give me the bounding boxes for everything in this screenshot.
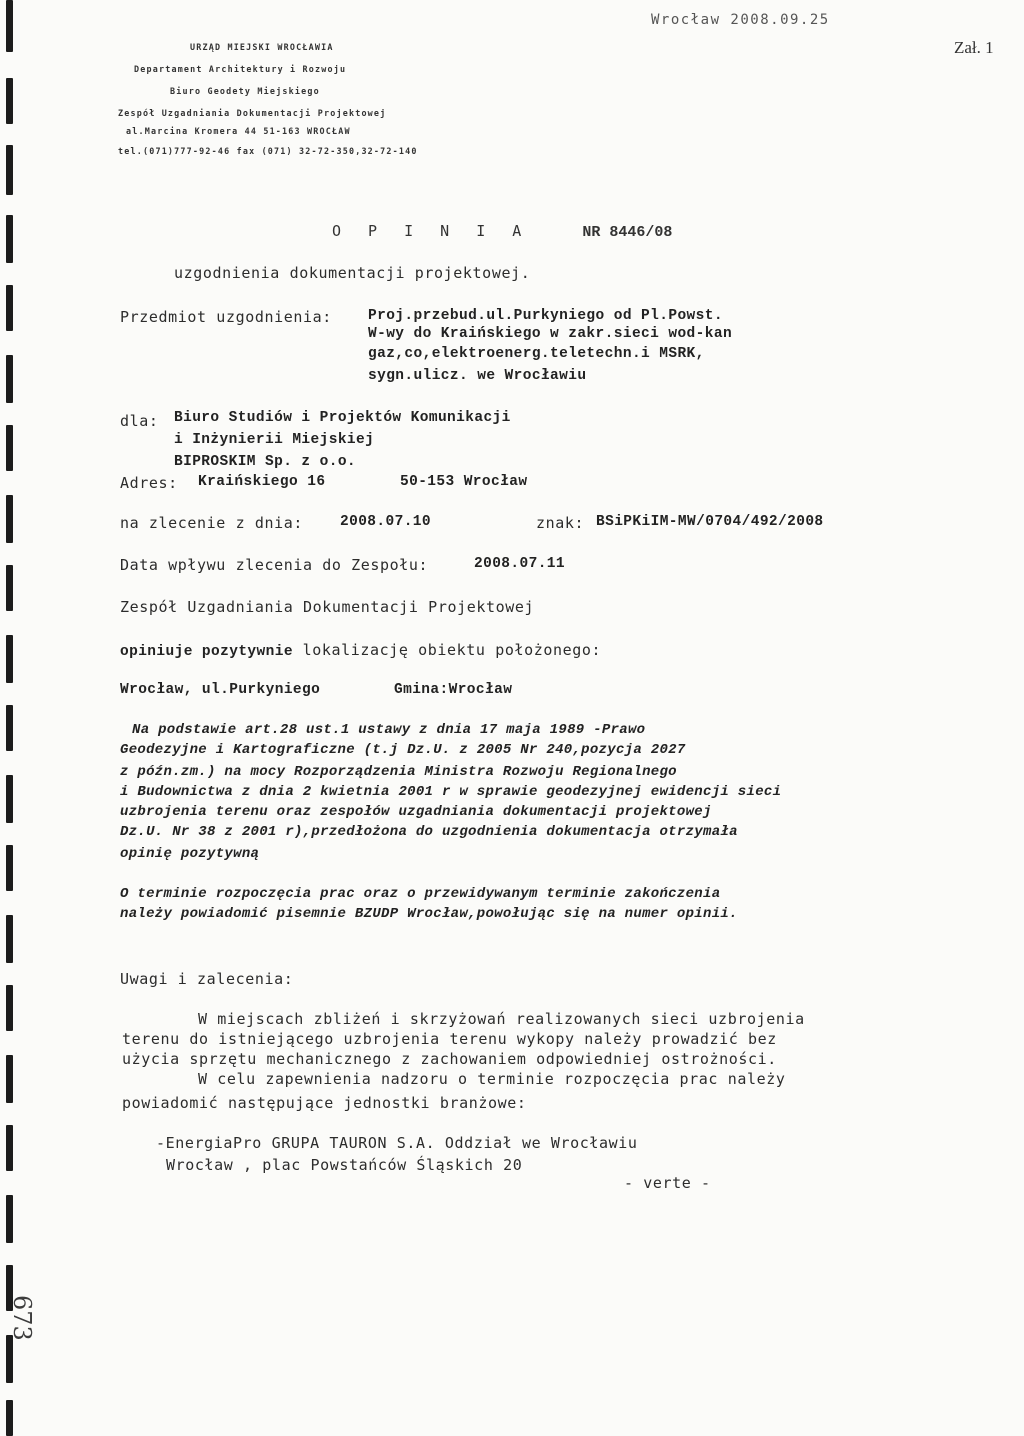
- legal-basis-line: opinię pozytywną: [120, 846, 260, 862]
- opinion-number: NR 8446/08: [582, 224, 673, 241]
- letterhead-line: al.Marcina Kromera 44 51-163 WROCŁAW: [126, 126, 351, 136]
- subject-label: Przedmiot uzgodnienia:: [120, 308, 332, 326]
- legal-basis-line: z późn.zm.) na mocy Rozporządzenia Ministra Rozwoju Regionalnego: [120, 764, 677, 780]
- binding-strip: [0, 0, 30, 1436]
- recipient-label: dla:: [120, 412, 159, 430]
- opinion-bold: opiniuje pozytywnie: [120, 644, 293, 660]
- opinion-rest: lokalizację obiektu położonego:: [302, 641, 602, 659]
- order-sign: BSiPKiIM-MW/0704/492/2008: [596, 514, 824, 530]
- opinion-subtitle: uzgodnienia dokumentacji projektowej.: [174, 264, 531, 282]
- binding-mark: [6, 985, 13, 1031]
- remarks-line: W miejscach zbliżeń i skrzyżowań realizowanych sieci uzbrojenia: [198, 1010, 805, 1028]
- binding-mark: [6, 565, 13, 611]
- binding-mark: [6, 705, 13, 751]
- binding-mark: [6, 1335, 13, 1383]
- attachment-label: Zał. 1: [954, 38, 994, 57]
- unit-line: Wrocław , plac Powstańców Śląskich 20: [166, 1156, 523, 1174]
- unit-line: -EnergiaPro GRUPA TAURON S.A. Oddział we Wrocławiu: [156, 1134, 638, 1152]
- recipient-line: Biuro Studiów i Projektów Komunikacji: [174, 410, 511, 426]
- binding-mark: [6, 78, 13, 124]
- letterhead-line: URZĄD MIEJSKI WROCŁAWIA: [190, 42, 334, 52]
- remarks-line: powiadomić następujące jednostki branżowe:: [122, 1094, 527, 1112]
- legal-basis-line: Dz.U. Nr 38 z 2001 r),przedłożona do uzgodnienia dokumentacja otrzymała: [120, 824, 738, 840]
- sign-label: znak:: [536, 514, 585, 532]
- letterhead-line: tel.(071)777-92-46 fax (071) 32-72-350,32-72-140: [118, 146, 418, 156]
- binding-mark: [6, 915, 13, 963]
- verte-label: - verte -: [624, 1174, 711, 1192]
- binding-mark: [6, 0, 13, 52]
- document-date: Wrocław 2008.09.25: [651, 12, 830, 28]
- opinion-statement: [120, 640, 601, 660]
- notice-line: należy powiadomić pisemnie BZUDP Wrocław,powołując się na numer opinii.: [120, 906, 738, 922]
- subject-line: Proj.przebud.ul.Purkyniego od Pl.Powst.: [368, 308, 723, 324]
- legal-basis-line: i Budownictwa z dnia 2 kwietnia 2001 r w sprawie geodezyjnej ewidencji sieci: [120, 784, 782, 800]
- receipt-label: Data wpływu zlecenia do Zespołu:: [120, 556, 429, 574]
- remarks-heading: Uwagi i zalecenia:: [120, 970, 294, 988]
- binding-mark: [6, 1055, 13, 1103]
- title-word: O P I N I A: [332, 222, 531, 240]
- notice-line: O terminie rozpoczęcia prac oraz o przewidywanym terminie zakończenia: [120, 886, 721, 902]
- binding-mark: [6, 1125, 13, 1171]
- binding-mark: [6, 355, 13, 403]
- remarks-line: użycia sprzętu mechanicznego z zachowaniem odpowiedniej ostrożności.: [122, 1050, 777, 1068]
- subject-line: W-wy do Kraińskiego w zakr.sieci wod-kan: [368, 326, 733, 342]
- receipt-date: 2008.07.11: [474, 556, 566, 572]
- subject-line: sygn.ulicz. we Wrocławiu: [368, 368, 587, 384]
- location-place: Wrocław, ul.Purkyniego: [120, 682, 321, 698]
- opinion-title: [332, 222, 672, 241]
- remarks-line: terenu do istniejącego uzbrojenia terenu wykopy należy prowadzić bez: [122, 1030, 777, 1048]
- binding-mark: [6, 1400, 13, 1436]
- team-name: Zespół Uzgadniania Dokumentacji Projektowej: [120, 598, 535, 616]
- subject-line: gaz,co,elektroenerg.teletechn.i MSRK,: [368, 346, 705, 362]
- recipient-line: i Inżynierii Miejskiej: [174, 432, 375, 448]
- order-date: 2008.07.10: [340, 514, 432, 530]
- binding-mark: [6, 285, 13, 331]
- address-city: 50-153 Wrocław: [400, 474, 528, 490]
- binding-mark: [6, 425, 13, 471]
- remarks-line: W celu zapewnienia nadzoru o terminie rozpoczęcia prac należy: [198, 1070, 786, 1088]
- recipient-line: BIPROSKIM Sp. z o.o.: [174, 454, 357, 470]
- binding-mark: [6, 845, 13, 891]
- legal-basis-line: uzbrojenia terenu oraz zespołów uzgadniania dokumentacji projektowej: [120, 804, 712, 820]
- legal-basis-line: Na podstawie art.28 ust.1 ustawy z dnia 17 maja 1989 -Prawo: [132, 722, 646, 738]
- order-label: na zlecenie z dnia:: [120, 514, 303, 532]
- address-street: Kraińskiego 16: [198, 474, 326, 490]
- location-gmina: Gmina:Wrocław: [394, 682, 513, 698]
- binding-mark: [6, 145, 13, 195]
- letterhead-line: Biuro Geodety Miejskiego: [170, 86, 320, 96]
- letterhead-line: Zespół Uzgadniania Dokumentacji Projektowej: [118, 108, 387, 118]
- address-label: Adres:: [120, 474, 178, 492]
- legal-basis-line: Geodezyjne i Kartograficzne (t.j Dz.U. z 2005 Nr 240,pozycja 2027: [120, 742, 686, 758]
- binding-mark: [6, 1195, 13, 1243]
- binding-mark: [6, 495, 13, 543]
- binding-mark: [6, 215, 13, 263]
- letterhead-line: Departament Architektury i Rozwoju: [134, 64, 347, 74]
- binding-mark: [6, 775, 13, 823]
- handwritten-number: 673: [8, 1295, 36, 1341]
- binding-mark: [6, 635, 13, 683]
